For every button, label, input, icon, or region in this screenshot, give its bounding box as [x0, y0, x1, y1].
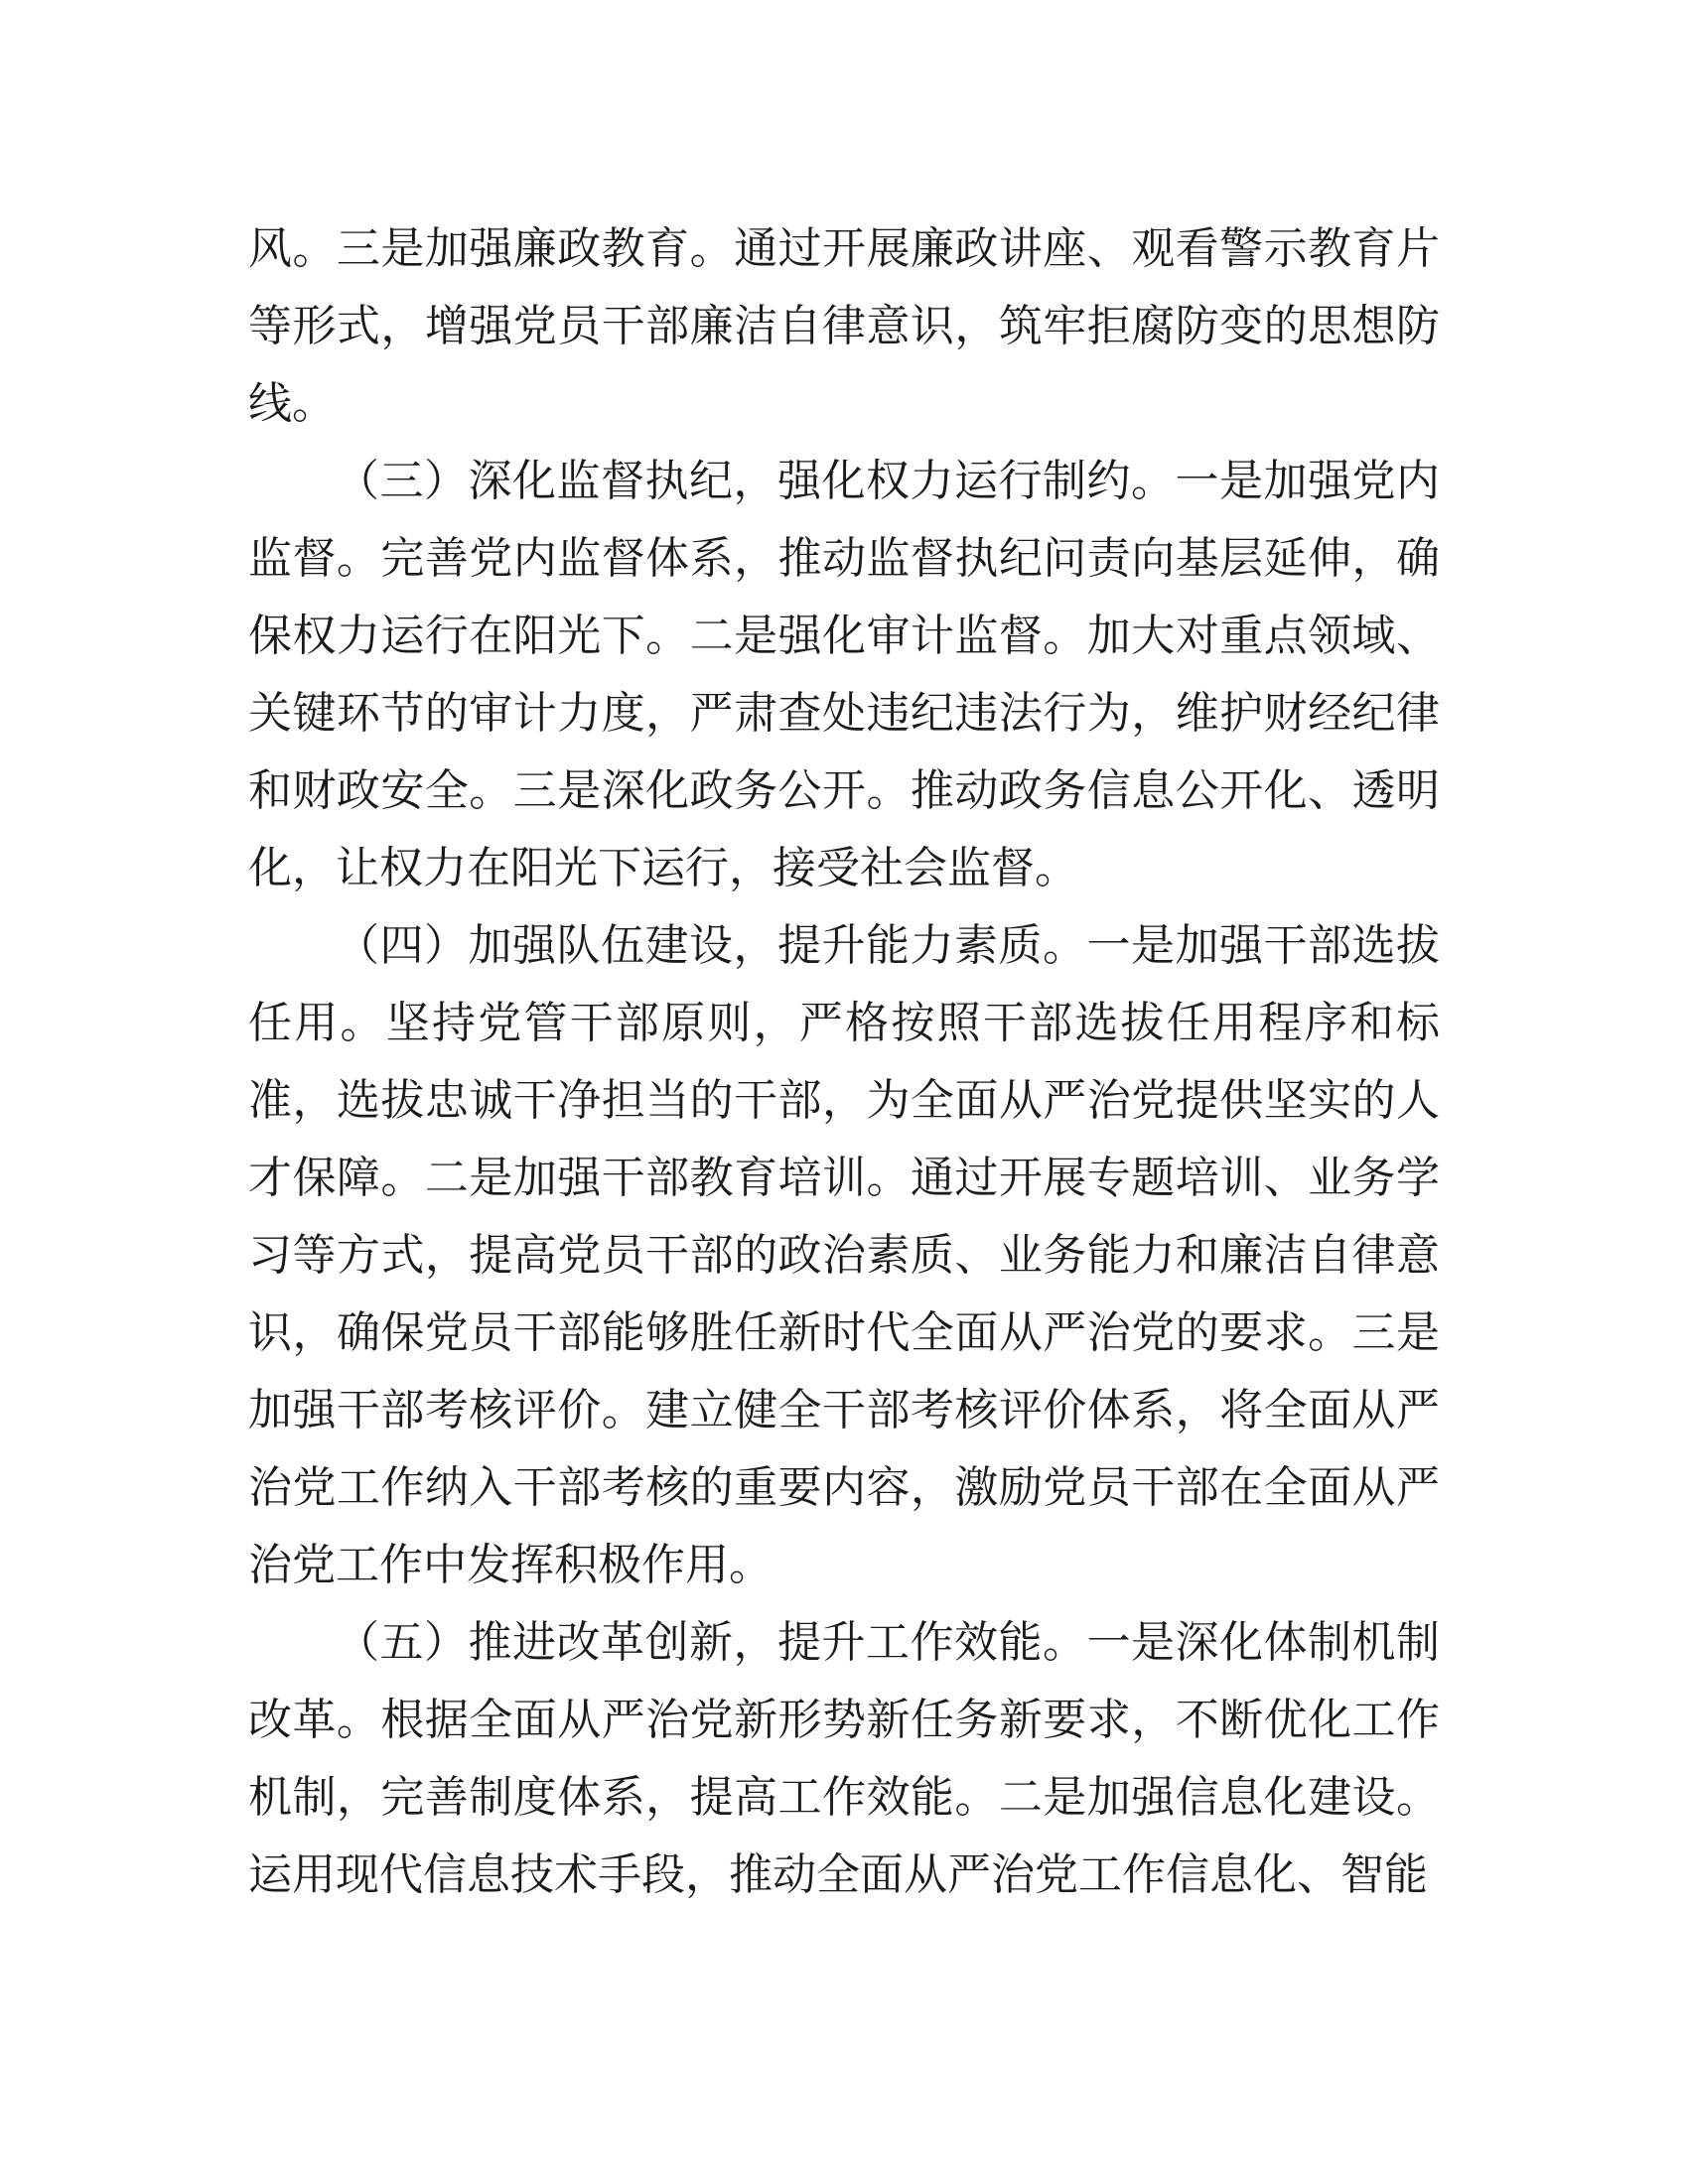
paragraph-section-four: （四）加强队伍建设，提升能力素质。一是加强干部选拔任用。坚持党管干部原则，严格按照干部选拔任用程序和标准，选拔忠诚干净担当的干部，为全面从严治党提供坚实的人才保障。二是加强干部教育培训。通过开展专题培训、业务学习等方式，提高党员干部的政治素质、业务能力和廉洁自律意识，确保党员干部能够胜任新时代全面从严治党的要求。三是加强干部考核评价。建立健全干部考核评价体系，将全面从严治党工作纳入干部考核的重要内容，激励党员干部在全面从严治党工作中发挥积极作用。 [248, 920, 1440, 1590]
paragraph-section-three: （三）深化监督执纪，强化权力运行制约。一是加强党内监督。完善党内监督体系，推动监督执纪问责向基层延伸，确保权力运行在阳光下。二是强化审计监督。加大对重点领域、关键环节的审计力度，严肃查处违纪违法行为，维护财经纪律和财政安全。三是深化政务公开。推动政务信息公开化、透明化，让权力在阳光下运行，接受社会监督。 [248, 456, 1440, 893]
paragraph-continuation: 风。三是加强廉政教育。通过开展廉政讲座、观看警示教育片等形式，增强党员干部廉洁自律意识，筑牢拒腐防变的思想防线。 [248, 223, 1440, 429]
document-body [248, 210, 1440, 1914]
paragraph-section-five: （五）推进改革创新，提升工作效能。一是深化体制机制改革。根据全面从严治党新形势新任务新要求，不断优化工作机制，完善制度体系，提高工作效能。二是加强信息化建设。运用现代信息技术手段，推动全面从严治党工作信息化、智能 [248, 1617, 1440, 1900]
